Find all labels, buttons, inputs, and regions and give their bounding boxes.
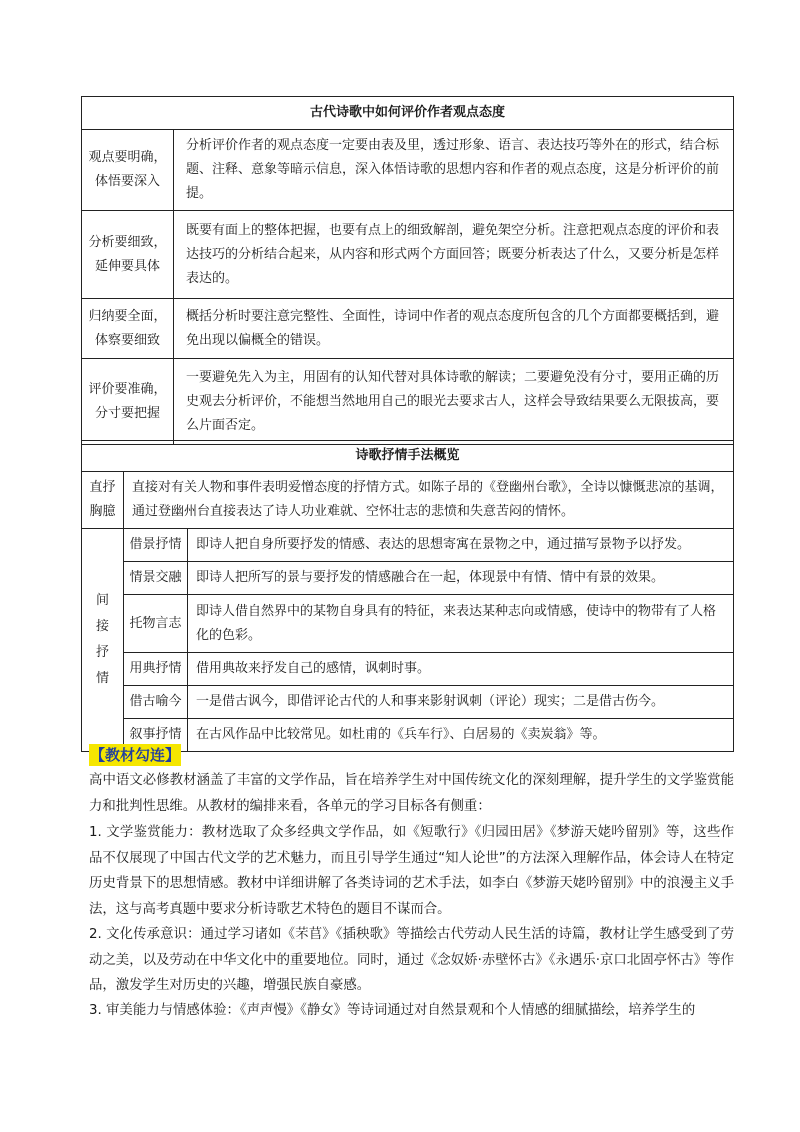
technique-content: 一是借古讽今，即借评论古代的人和事来影射讽刺（评论）现实；二是借古伤今。: [188, 686, 734, 719]
direct-content: 直接对有关人物和事件表明爱憎态度的抒情方式。如陈子昂的《登幽州台歌》，全诗以慷慨悲凉的基调，通过登幽州台直接表达了诗人功业难就、空怀壮志的悲愤和失意苦闷的情怀。: [124, 472, 734, 529]
row-label: 分析要细致，延伸要具体: [82, 211, 174, 299]
technique-name: 托物言志: [124, 595, 188, 653]
paragraph: 3. 审美能力与情感体验：《声声慢》《静女》等诗词通过对自然景观和个人情感的细腻描绘，培养学生的: [89, 1003, 696, 1018]
technique-content: 即诗人把自身所要抒发的情感、表达的思想寄寓在景物之中，通过描写景物予以抒发。: [188, 529, 734, 562]
row-label: 评价要准确，分寸要把握: [82, 359, 174, 445]
technique-content: 借用典故来抒发自己的感情，讽刺时事。: [188, 653, 734, 686]
paragraph: 1. 文学鉴赏能力：教材选取了众多经典文学作品，如《短歌行》《归园田居》《梦游天姥吟留别》等，这些作品不仅展现了中国古代文学的艺术魅力，而且引导学生通过“知人论世”的方法深入理解作品，体会诗人在特定历史背景下的思想情感。教材中详细讲解了各类诗词的艺术手法，如李白《梦游天姥吟留别》中的浪漫主义手法，这与高考真题中要求分析诗歌艺术特色的题目不谋而合。: [89, 825, 734, 917]
lyric-techniques-table: [81, 440, 734, 752]
paragraph: 2. 文化传承意识：通过学习诸如《芣苢》《插秧歌》等描绘古代劳动人民生活的诗篇，教材让学生感受到了劳动之美，以及劳动在中华文化中的重要地位。同时，通过《念奴娇·赤壁怀古》《永遇乐·京口北固亭怀古》等作品，激发学生对历史的兴趣，增强民族自豪感。: [89, 927, 734, 993]
technique-name: 借景抒情: [124, 529, 188, 562]
section-heading: 【教材勾连】: [90, 746, 181, 764]
direct-label: 直抒胸臆: [82, 472, 124, 529]
technique-content: 在古风作品中比较常见。如杜甫的《兵车行》、白居易的《卖炭翁》等。: [188, 719, 734, 752]
viewpoint-evaluation-table: [81, 96, 734, 445]
technique-name: 叙事抒情: [124, 719, 188, 752]
row-label: 归纳要全面，体察要细致: [82, 299, 174, 359]
technique-name: 借古喻今: [124, 686, 188, 719]
technique-content: 即诗人借自然界中的某物自身具有的特征，来表达某种志向或情感，使诗中的物带有了人格化的色彩。: [188, 595, 734, 653]
table-title: 诗歌抒情手法概览: [82, 441, 734, 472]
row-content: 概括分析时要注意完整性、全面性，诗词中作者的观点态度所包含的几个方面都要概括到，避免出现以偏概全的错误。: [174, 299, 734, 359]
row-label: 观点要明确，体悟要深入: [82, 130, 174, 211]
indirect-label: 间接抒情: [82, 529, 124, 752]
row-content: 一要避免先入为主，用固有的认知代替对具体诗歌的解读；二要避免没有分寸，要用正确的历史观去分析评价，不能想当然地用自己的眼光去要求古人，这样会导致结果要么无限拔高，要么片面否定。: [174, 359, 734, 445]
technique-name: 情景交融: [124, 562, 188, 595]
paragraph: 高中语文必修教材涵盖了丰富的文学作品，旨在培养学生对中国传统文化的深刻理解，提升学生的文学鉴赏能力和批判性思维。从教材的编排来看，各单元的学习目标各有侧重：: [89, 773, 734, 814]
technique-name: 用典抒情: [124, 653, 188, 686]
row-content: 分析评价作者的观点态度一定要由表及里，透过形象、语言、表达技巧等外在的形式，结合标题、注释、意象等暗示信息，深入体悟诗歌的思想内容和作者的观点态度，这是分析评价的前提。: [174, 130, 734, 211]
technique-content: 即诗人把所写的景与要抒发的情感融合在一起，体现景中有情、情中有景的效果。: [188, 562, 734, 595]
table-title: 古代诗歌中如何评价作者观点态度: [82, 97, 734, 130]
row-content: 既要有面上的整体把握，也要有点上的细致解剖，避免架空分析。注意把观点态度的评价和表达技巧的分析结合起来，从内容和形式两个方面回答；既要分析表达了什么，又要分析是怎样表达的。: [174, 211, 734, 299]
